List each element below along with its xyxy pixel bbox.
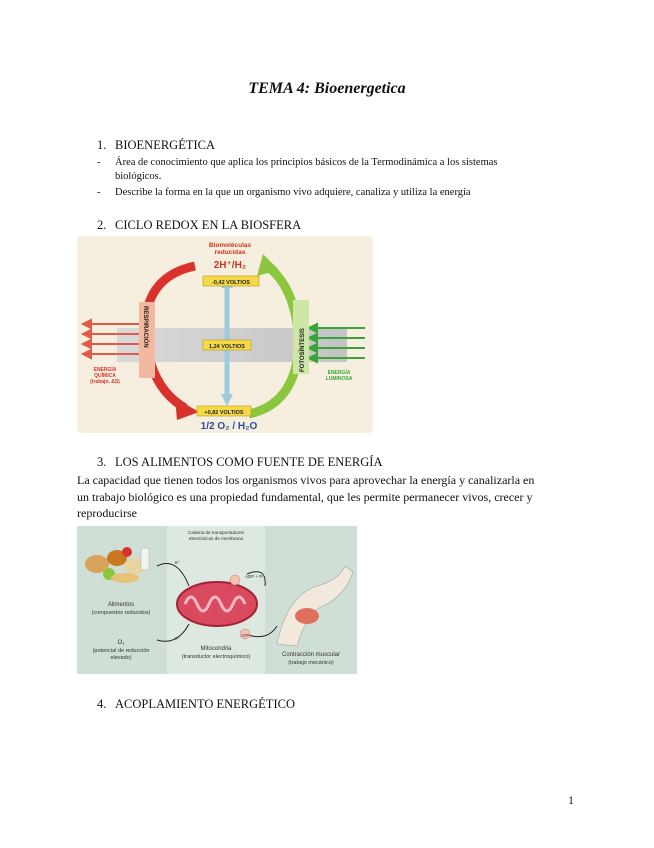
- electron-label-bottom: e⁻: [175, 636, 181, 642]
- mito-label-line-2: (transductor electroquímico): [181, 654, 251, 660]
- respiration-arrowhead: [175, 398, 199, 420]
- chemical-energy-line-2: QUÍMICA: [94, 373, 116, 379]
- section-title: LOS ALIMENTOS COMO FUENTE DE ENERGÍA: [115, 455, 383, 469]
- paragraph-line-1: La capacidad que tienen todos los organismos vivos para aprovechar la energía y canalizarla en: [77, 473, 535, 487]
- chain-label-line-1: Cadena de transportadores: [188, 530, 244, 535]
- section-heading-2: [97, 218, 301, 233]
- volt-middle-label: 1,24 VOLTIOS: [209, 344, 245, 350]
- bullet-1-line-1: Área de conocimiento que aplica los principios básicos de la Termodinámica a los sistemas: [115, 157, 498, 168]
- top-label-line-2: reducidas: [214, 249, 246, 256]
- section-title: BIOENERGÉTICA: [115, 138, 215, 152]
- volt-bottom-label: +0,82 VOLTIOS: [204, 410, 244, 416]
- page-title: TEMA 4: Bioenergetica: [248, 80, 406, 97]
- chemical-energy-line-1: ENERGÍA: [93, 367, 117, 373]
- adp-circle: [230, 575, 240, 585]
- light-energy-line-2: LUMINOSA: [325, 376, 353, 382]
- mito-label-line-1: Mitocondria: [200, 646, 232, 652]
- volt-top-label: -0,42 VOLTIOS: [212, 280, 250, 286]
- section-heading-3: [97, 455, 382, 470]
- section-title: CICLO REDOX EN LA BIOSFERA: [115, 218, 302, 232]
- section-number: 1.: [97, 138, 107, 152]
- redox-cycle-diagram: [77, 236, 373, 433]
- muscle-label-line-1: Contracción muscular: [281, 652, 341, 658]
- section-heading-4: [97, 697, 295, 712]
- o2-label-line-1: O₂: [117, 640, 125, 646]
- photosynthesis-label: FOTOSÍNTESIS: [300, 328, 306, 372]
- food-label-line-1: Alimentos: [107, 602, 135, 608]
- section-number: 2.: [97, 218, 107, 232]
- section-number: 3.: [97, 455, 107, 469]
- paragraph-line-3: reproducirse: [77, 506, 137, 520]
- top-label-line-1: Biomoléculas: [208, 242, 252, 249]
- paragraph-line-2: un trabajo biológico es una propiedad fundamental, que les permite permanecer vivos, crecer y: [77, 489, 533, 504]
- bullet-1-line-2: biológicos.: [115, 171, 162, 182]
- chain-label-line-2: electrónicos de membrana: [188, 536, 244, 541]
- food-energy-figure: [77, 526, 357, 674]
- food-energy-diagram: [77, 526, 357, 674]
- section-title: ACOPLAMIENTO ENERGÉTICO: [115, 697, 295, 711]
- body-paragraph: [77, 472, 534, 522]
- redox-cycle-figure: [77, 236, 373, 433]
- atp-label: ATP: [241, 633, 250, 638]
- bullet-1: - Área de conocimiento que aplica los principios básicos de la Termodinámica a los sistemas: [97, 157, 498, 168]
- muscle-label-line-2: (trabajo mecánico): [288, 660, 334, 666]
- o2-label-line-2: (potencial de reducción: [92, 648, 150, 654]
- section-number: 4.: [97, 697, 107, 711]
- electron-label-top: e⁻: [175, 560, 181, 566]
- section-heading-1: [97, 138, 215, 153]
- adp-label: ADP + Pᵢ: [245, 574, 264, 579]
- o2-label-line-3: elevado): [110, 655, 132, 661]
- bullet-2-text: Describe la forma en la que un organismo vivo adquiere, canaliza y utiliza la energía: [115, 187, 471, 198]
- chemical-energy-line-3: (trabajo, ΔS): [90, 379, 120, 385]
- h2-label: 2H⁺/H₂: [213, 260, 247, 271]
- bullet-2: - Describe la forma en la que un organismo vivo adquiere, canaliza y utiliza la energía: [97, 187, 471, 198]
- respiration-label: RESPIRACIÓN: [142, 306, 148, 348]
- light-energy-line-1: ENERGÍA: [327, 370, 351, 376]
- o2-label: 1/2 O₂ / H₂O: [200, 421, 258, 432]
- page-number: 1: [568, 793, 574, 807]
- mitochondria-illustration: [177, 582, 257, 626]
- food-label-line-2: (compuestos reducidos): [91, 610, 151, 616]
